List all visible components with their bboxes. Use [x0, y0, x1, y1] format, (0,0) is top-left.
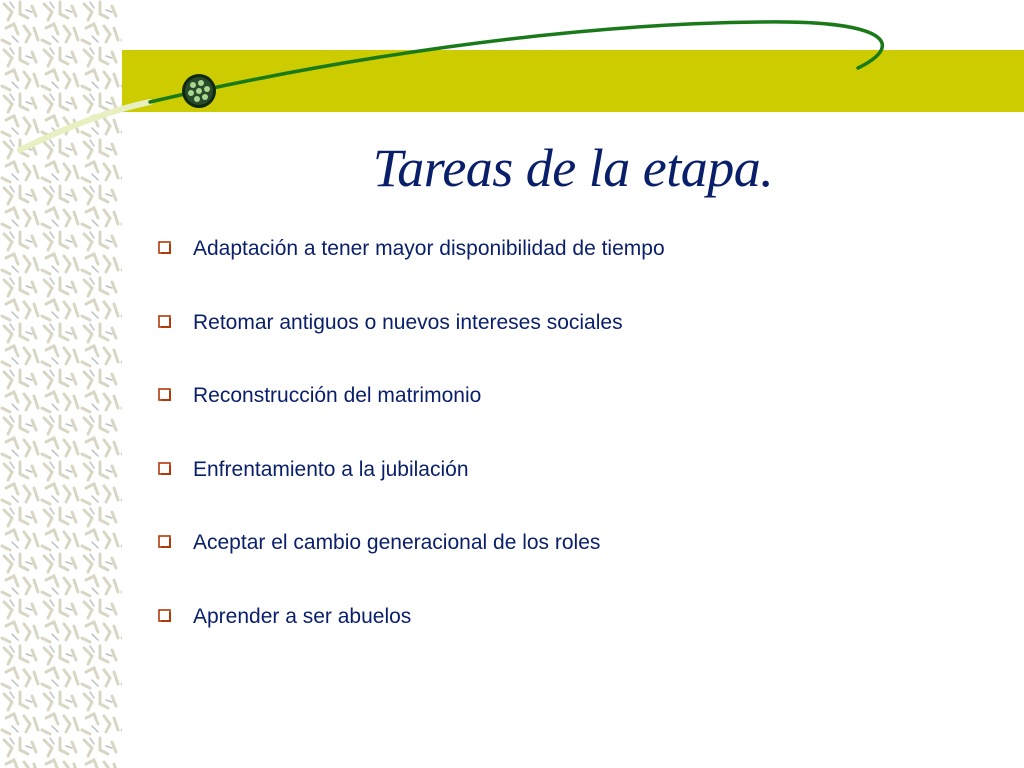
- title-band: [122, 50, 1024, 112]
- bullet-item: [158, 377, 665, 414]
- hollow-square-bullet-icon: [158, 462, 171, 475]
- bullet-text: Aceptar el cambio generacional de los roles: [193, 531, 601, 555]
- bullet-text: Reconstrucción del matrimonio: [193, 384, 482, 408]
- decorative-pattern-strip: [0, 0, 122, 768]
- hollow-square-bullet-icon: [158, 315, 171, 328]
- bullet-item: [158, 230, 665, 267]
- bullet-item: [158, 304, 665, 341]
- hollow-square-bullet-icon: [158, 609, 171, 622]
- bullet-item: [158, 524, 665, 561]
- bullet-text: Adaptación a tener mayor disponibilidad de tiempo: [193, 237, 665, 260]
- bullet-item: [158, 451, 665, 488]
- slide-title: Tareas de la etapa.: [372, 138, 774, 198]
- bullet-item: [158, 598, 665, 635]
- bullet-text: Retomar antiguos o nuevos intereses sociales: [193, 310, 623, 334]
- hollow-square-bullet-icon: [158, 535, 171, 548]
- hollow-square-bullet-icon: [158, 388, 171, 401]
- bullet-text: Aprender a ser abuelos: [193, 604, 412, 628]
- bullet-list: [158, 230, 665, 672]
- hollow-square-bullet-icon: [158, 241, 171, 254]
- bullet-text: Enfrentamiento a la jubilación: [193, 457, 469, 481]
